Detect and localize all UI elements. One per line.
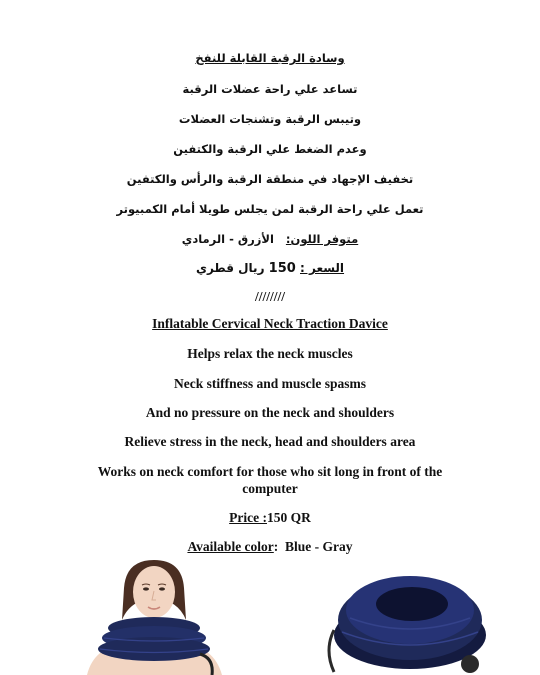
arabic-feature-5: تعمل علي راحة الرقبة لمن يجلس طويلا أمام الكمبيوتر [116,202,424,216]
english-color-line: Available color: Blue - Gray [187,539,353,554]
english-feature-1: Helps relax the neck muscles [187,346,353,361]
arabic-feature-1: تساعد علي راحة عضلات الرقبة [182,82,358,96]
arabic-price-line [0,261,540,276]
arabic-price-label: السعر : [300,261,345,275]
english-color-value: Blue - Gray [285,539,353,554]
english-feature-2: Neck stiffness and muscle spasms [173,376,366,391]
arabic-title: وسادة الرقبة القابلة للنفخ [195,51,345,65]
woman-wearing-neck-pillow-photo [82,558,227,675]
arabic-price-currency: ريال قطري [195,261,265,275]
arabic-feature-3: وعدم الضغط علي الرقبة والكتفين [173,142,367,156]
english-price-value: 150 QR [266,510,311,525]
english-price-line [0,510,540,526]
arabic-price-value: 150 [268,261,296,276]
neck-pillow-product-photo [320,560,490,675]
english-feature-3: And no pressure on the neck and shoulders [145,405,395,420]
section-separator: //////// [254,289,285,304]
arabic-feature-4: تخفيف الإجهاد في منطقة الرقبة والرأس والكتفين [126,172,414,186]
english-title: Inflatable Cervical Neck Traction Davice [152,316,388,331]
english-feature-5: Works on neck comfort for those who sit long in front of the computer [97,464,443,496]
arabic-feature-2: وتيبس الرقبة وتشنجات العضلات [178,112,362,126]
english-price-label: Price : [229,510,267,525]
arabic-color-line [0,232,540,246]
english-feature-4: Relieve stress in the neck, head and shoulders area [124,434,416,449]
arabic-color-value: الأزرق - الرمادي [181,232,274,246]
english-color-label: Available color [187,539,274,554]
arabic-color-label: متوفر اللون: [285,232,359,246]
